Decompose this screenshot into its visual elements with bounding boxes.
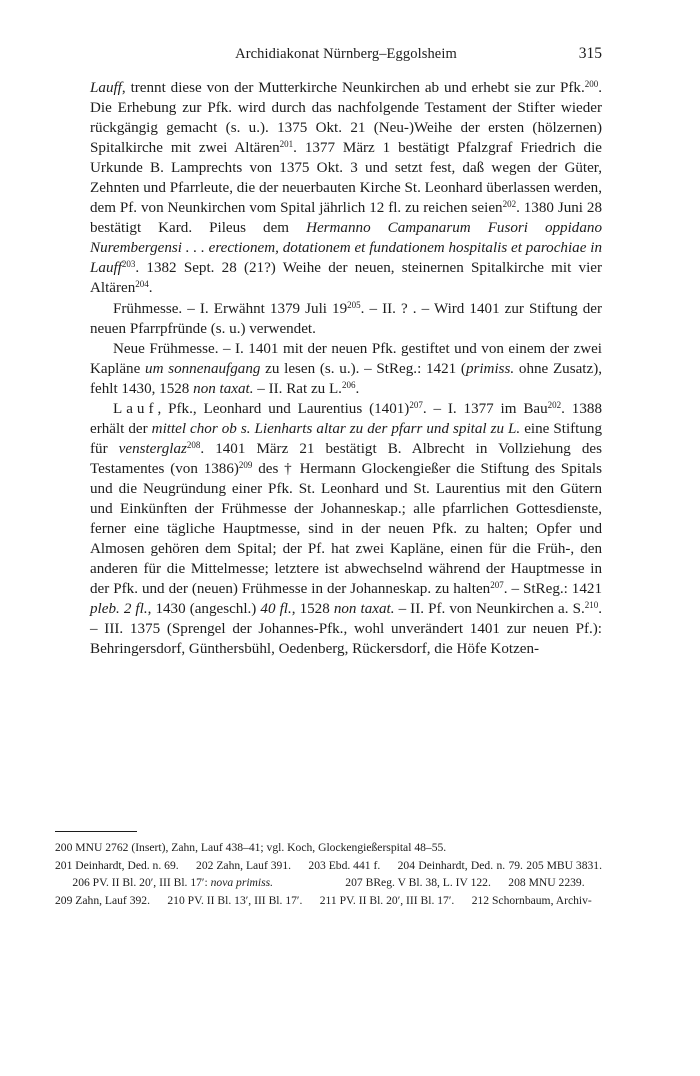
page-header bbox=[90, 46, 602, 68]
footnote-ref: 200 bbox=[584, 79, 599, 89]
footnote-ref: 205 bbox=[347, 299, 361, 310]
entry-keyword: Lauf bbox=[113, 400, 158, 417]
footnote-ref: 210 bbox=[584, 600, 599, 611]
paragraph-neue-fruehmesse: Neue Frühmesse. – I. 1401 mit der neuen Pfk. gestiftet und von einem der zwei Kapläne um sonnenaufgang zu lesen (s. u.). – StReg.: 1421 (primiss. ohne Zusatz), fehlt 1430, 1528 non taxat. – II. Rat zu L.$^{206}$. bbox=[90, 340, 602, 397]
paragraph-fruehmesse: Frühmesse. – I. Erwähnt 1379 Juli $19^{205}$. – II. ? . – Wird 1401 zur Stiftung der neuen Pfarrpfründe (s. u.) verwendet. bbox=[90, 299, 602, 337]
footnotes bbox=[55, 839, 602, 910]
footnote: 202 Zahn, Lauf 391. bbox=[196, 858, 292, 872]
footnote: 210 PV. II Bl. 13′, III Bl. 17′. bbox=[167, 894, 303, 908]
footnote-ref: 202 bbox=[502, 199, 517, 210]
footnote-divider bbox=[55, 831, 137, 832]
footnote: 207 BReg. V Bl. 38, L. IV 122. bbox=[345, 876, 491, 890]
footnote: 208 MNU 2239. bbox=[508, 876, 585, 890]
footnote: 209 Zahn, Lauf 392. bbox=[55, 894, 150, 908]
running-title: Archidiakonat Nürnberg–Eggolsheim bbox=[235, 46, 457, 62]
footnote: 206 PV. II Bl. 20′, III Bl. 17′: nova primiss. bbox=[72, 876, 274, 890]
footnote: 203 Ebd. 441 f. bbox=[308, 858, 381, 872]
paragraph-spital-history: Lauff, trennt diese von der Mutterkirche Neunkirchen ab und erhebt sie zur Pfk.$^{200}$. Die Erhebung zur Pfk. wird durch das nachfolgende Testament der Stifter wieder rückgängig gemacht (s. u.). 1375 Okt. 21 (Neu-)Weihe der ersten (hölzernen) Spitalkirche mit zwei Altären$^{201}$. 1377 März 1 bestätigt Pfalzgraf Friedrich die Urkunde B. Lamprechts von 1375 Okt. 3 und setzt fest, daß wegen der Güter, Zehnten und Pfarrleute, die der neuerbauten Kirche St. Leonhard überlassen werden, dem Pf. von Neunkirchen vom Spital jährlich 12 fl. zu reichen seien$^{202}$. 1380 Juni 28 bestätigt Kard. Pileus dem Hermanno Campanarum Fusori oppidano Nurembergensi . . . erectionem, dotationem et fundationem hospitalis et parochiae in Lauff$^{203}$. 1382 Sept. 28 (21?) Weihe der neuen, steinernen Spitalkirche mit vier Altären$^{204}$. bbox=[90, 79, 602, 297]
footnote-ref: 204 bbox=[135, 279, 149, 290]
footnote-ref: 207 bbox=[409, 399, 423, 410]
footnote: 201 Deinhardt, Ded. n. 69. bbox=[55, 858, 179, 872]
footnote: 212 Schornbaum, Archiv- bbox=[471, 894, 592, 908]
footnote-ref: 206 bbox=[341, 379, 356, 390]
footnote: 204 Deinhardt, Ded. n. 79. bbox=[397, 858, 523, 872]
footnote-ref: 207 bbox=[490, 580, 504, 591]
footnote-ref: 208 bbox=[186, 439, 201, 450]
footnote: 200 MNU 2762 (Insert), Zahn, Lauf 438–41; vgl. Koch, Glockengießerspital 48–55. bbox=[55, 841, 447, 854]
footnote-ref: 203 bbox=[121, 259, 136, 270]
main-text bbox=[90, 78, 602, 659]
footnote-ref: 201 bbox=[279, 139, 294, 150]
page-number: 315 bbox=[578, 45, 602, 62]
paragraph-lauf-pfk: Lauf, Pfk., Leonhard und Laurentius $(1401)^{207}$. – I. 1377 im Bau$^{202}$. 1388 erhält der mittel chor ob s. Lienharts altar zu der pfarr und spital zu L. eine Stiftung für vensterglaz$^{208}$. 1401 März 21 bestätigt B. Albrecht in Vollziehung des Testamentes (von 1386)$^{209}$ des † Hermann Glockengießer die Stiftung des Spitals und die Neugründung einer Pfk. St. Leonhard und St. Laurentius mit den Gütern und Einkünften der Frühmesse der Johanneskap.; alle pfarrlichen Gottesdienste, ferner eine tägliche Hauptmesse, sind in der neuen Pfk. zu halten; Opfer und Almosen gehören dem Spital; der Pf. hat zwei Kapläne, einen für die Früh-, den anderen für die Mittelmesse; letztere ist abwechselnd während der Hauptmesse in der Pfk. und der (neuen) Frühmesse in der Johanneskap. zu halten$^{207}$. – StReg.: 1421 pleb. 2 fl., 1430 (angeschl.) 40 fl., 1528 non taxat. – II. Pf. von Neunkirchen a. S.$^{210}$. – III. 1375 (Sprengel der Johannes-Pfk., wohl unverändert 1401 zur neuen Pf.): Behringersdorf, Günthersbühl, Oedenberg, Rückersdorf, die Höfe Kotzen- bbox=[90, 399, 603, 658]
footnote-ref: 202 bbox=[547, 399, 562, 410]
footnote: 205 MBU 3831. bbox=[526, 858, 602, 872]
footnote: 211 PV. II Bl. 20′, III Bl. 17′. bbox=[319, 894, 455, 908]
footnote-line bbox=[55, 857, 602, 910]
footnote-ref: 209 bbox=[238, 459, 253, 470]
